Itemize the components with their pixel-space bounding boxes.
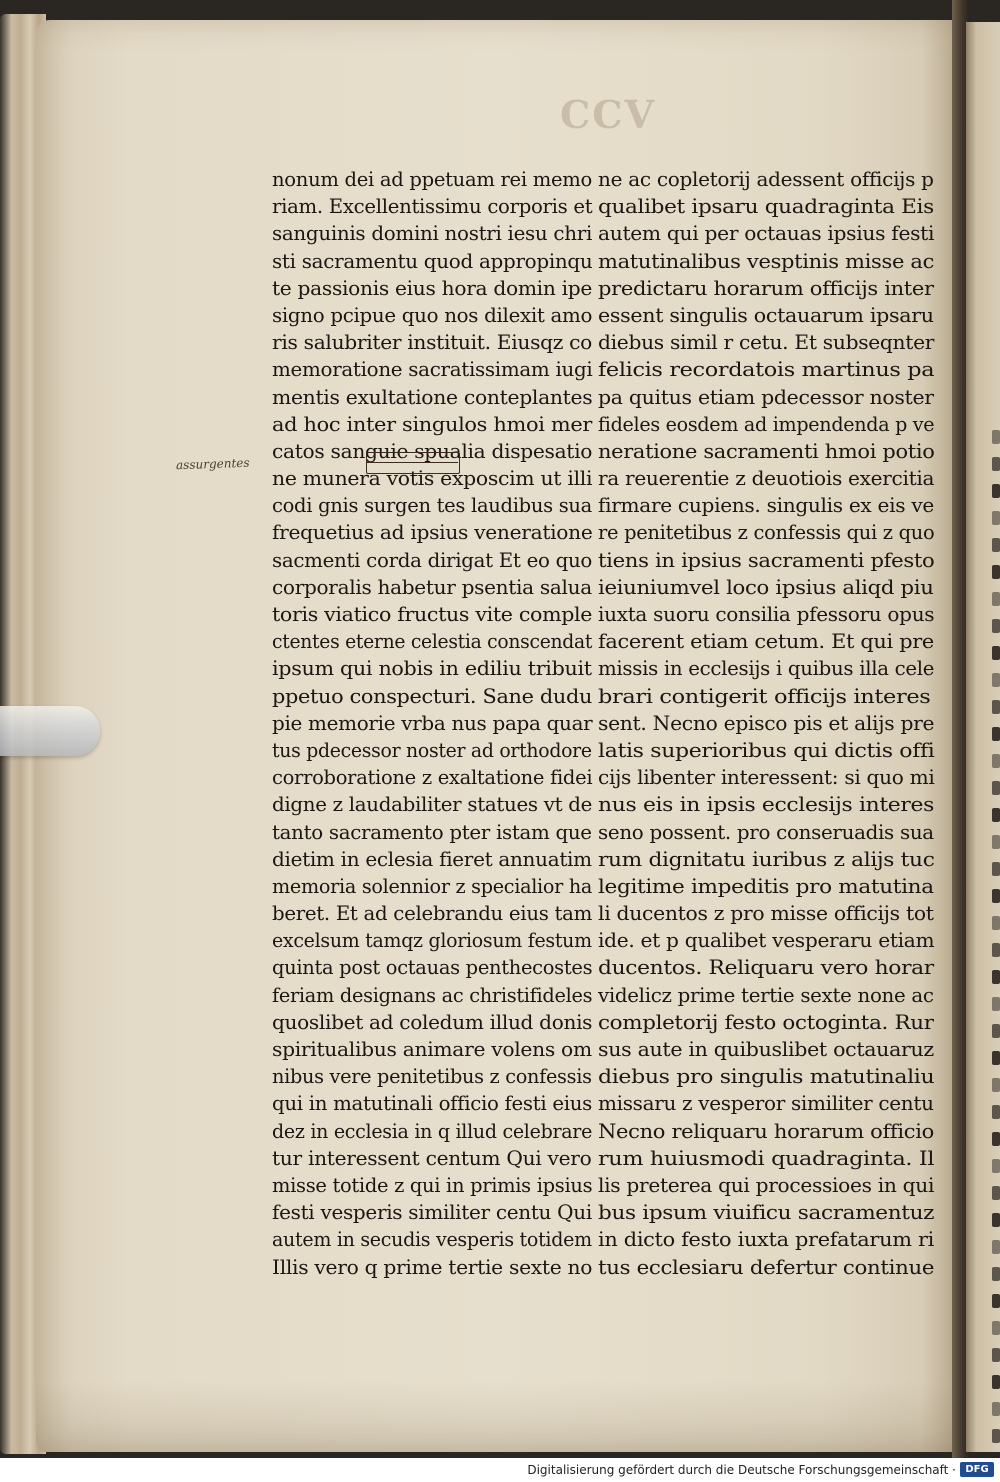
text-line: qualibet ipsaru quadraginta Eis: [598, 195, 934, 219]
dfg-logo: DFG: [960, 1462, 994, 1477]
text-line: ipsum qui nobis in ediliu tribuit: [272, 657, 592, 681]
text-line: nonum dei ad ppetuam rei memo: [272, 168, 592, 191]
facing-glyph: [992, 1402, 1000, 1416]
text-line: diebus simil r cetu. Et subseqnter: [598, 331, 935, 355]
text-line: te passionis eius hora domin ipe: [272, 276, 593, 300]
text-line: rum huiusmodi quadraginta. Il: [598, 1146, 935, 1170]
text-line: bus ipsum viuificu sacramentuz: [598, 1201, 935, 1225]
text-line: digne z laudabiliter statues vt de: [272, 793, 593, 817]
footer-bar: [0, 1458, 1000, 1482]
facing-glyph: [992, 754, 1000, 768]
text-line: quinta post octauas penthecostes: [272, 956, 593, 980]
text-line: toris viatico fructus vite comple: [272, 603, 593, 626]
text-line: essent singulis octauarum ipsaru: [598, 303, 934, 327]
text-line: ne ac copletorij adessent officijs p: [598, 168, 934, 191]
facing-glyph: [992, 565, 1000, 579]
facing-glyph: [992, 1186, 1000, 1200]
facing-glyph: [992, 1051, 1000, 1065]
facing-glyph: [992, 943, 1000, 957]
facing-glyph: [992, 592, 1000, 606]
text-line: nus eis in ipsis ecclesijs interes: [598, 793, 934, 817]
text-line: pie memorie vrba nus papa quar: [272, 711, 593, 735]
text-line: ieiuniumvel loco ipsius aliqd piu: [598, 575, 934, 599]
facing-glyph: [992, 781, 1000, 795]
text-line: ad hoc inter singulos hmoi mer: [272, 412, 593, 436]
text-line: sanguinis domini nostri iesu chri: [272, 222, 592, 246]
facing-glyph: [992, 1267, 1000, 1281]
text-line: nibus vere penitetibus z confessis: [272, 1065, 592, 1089]
text-line: latis superioribus qui dictis offi: [598, 738, 935, 762]
text-line: tanto sacramento pter istam que: [272, 820, 592, 844]
facing-glyph: [992, 538, 1000, 552]
text-line: ris salubriter instituit. Eiusqz co: [272, 331, 593, 355]
facing-glyph: [992, 1294, 1000, 1308]
text-line: excelsum tamqz gloriosum festum: [272, 929, 592, 953]
text-line: missis in ecclesijs i quibus illa cele: [598, 657, 935, 681]
facing-glyph: [992, 1024, 1000, 1038]
text-line: matutinalibus vesptinis misse ac: [598, 249, 935, 273]
text-line: facerent etiam cetum. Et qui pre: [598, 630, 934, 654]
text-line: in dicto festo iuxta prefatarum ri: [598, 1228, 934, 1252]
text-line: seno possent. pro conseruadis sua: [598, 820, 934, 844]
text-line: missaru z vesperor similiter centu: [598, 1092, 934, 1116]
text-line: sacmenti corda dirigat Et eo quo: [272, 548, 593, 572]
text-line: felicis recordatois martinus pa: [598, 358, 935, 382]
text-line: sent. Necno episco pis et alijs pre: [598, 711, 935, 735]
facing-glyph: [992, 430, 1000, 444]
text-line: codi gnis surgen tes laudibus sua: [272, 494, 592, 518]
text-line: neratione sacramenti hmoi potio: [598, 439, 935, 463]
facing-glyph: [992, 1132, 1000, 1146]
facing-glyph: [992, 1429, 1000, 1443]
text-line: dietim in eclesia fieret annuatim: [272, 847, 592, 871]
foliation-number: CCV: [560, 92, 656, 137]
facing-glyph: [992, 1348, 1000, 1362]
strikethrough-mark: [366, 462, 458, 463]
funding-credit: Digitalisierung gefördert durch die Deutsche Forschungsgemeinschaft ·: [527, 1463, 956, 1477]
facing-glyph: [992, 673, 1000, 687]
facing-glyph: [992, 727, 1000, 741]
text-line: firmare cupiens. singulis ex eis ve: [598, 494, 934, 518]
text-line: Illis vero q prime tertie sexte no: [272, 1255, 593, 1279]
text-line: festi vesperis similiter centu Qui: [272, 1201, 592, 1225]
text-line: Necno reliquaru horarum officio: [598, 1119, 934, 1143]
text-line: ra reuerentie z deuotiois exercitia: [598, 467, 935, 491]
text-line: rum dignitatu iuribus z alijs tuc: [598, 847, 935, 871]
text-line: mentis exultatione conteplantes: [272, 385, 593, 409]
text-line: memoria solennior z specialior ha: [272, 874, 593, 898]
boxed-word-highlight: [366, 452, 460, 474]
facing-glyph: [992, 916, 1000, 930]
facing-glyph: [992, 619, 1000, 633]
text-line: memoratione sacratissimam iugi: [272, 358, 593, 382]
facing-glyph: [992, 1105, 1000, 1119]
facing-glyph: [992, 457, 1000, 471]
text-line: ne munera votis exposcim ut illi: [272, 467, 593, 491]
text-line: cijs libenter interessent: si quo mi: [598, 766, 935, 790]
text-line: corroboratione z exaltatione fidei: [272, 766, 593, 790]
text-line: sti sacramentu quod appropinqu: [272, 249, 593, 273]
text-line: pa quitus etiam pdecessor noster: [598, 385, 934, 409]
text-line: ducentos. Reliquaru vero horar: [598, 956, 934, 980]
text-line: signo pcipue quo nos dilexit amo: [272, 303, 593, 327]
text-line: tus pdecessor noster ad orthodore: [272, 738, 592, 762]
text-line: ctentes eterne celestia conscendat: [272, 630, 593, 654]
facing-glyph: [992, 862, 1000, 876]
text-line: tur interessent centum Qui vero: [272, 1146, 592, 1170]
text-line: spiritualibus animare volens om: [272, 1038, 592, 1061]
text-line: legitime impeditis pro matutina: [598, 874, 934, 898]
text-line: diebus pro singulis matutinaliu: [598, 1065, 935, 1089]
text-line: tus ecclesiaru defertur continue: [598, 1255, 935, 1279]
facing-glyph: [992, 1240, 1000, 1254]
text-line: quoslibet ad coledum illud donis: [272, 1010, 593, 1034]
facing-glyph: [992, 997, 1000, 1011]
text-line: misse totide z qui in primis ipsius: [272, 1173, 593, 1197]
text-line: feriam designans ac christifideles: [272, 983, 593, 1007]
facing-glyph: [992, 1321, 1000, 1335]
text-line: ppetuo conspecturi. Sane dudu: [272, 684, 593, 708]
facing-glyph: [992, 835, 1000, 849]
text-line: autem qui per octauas ipsius festi: [598, 222, 935, 246]
text-line: predictaru horarum officijs inter: [598, 276, 934, 300]
marginal-annotation: assurgentes: [175, 455, 250, 473]
text-line: autem in secudis vesperis totidem: [272, 1228, 592, 1252]
facing-glyph: [992, 511, 1000, 525]
text-line: sus aute in quibuslibet octauaruz: [598, 1038, 934, 1061]
text-line: beret. Et ad celebrandu eius tam: [272, 902, 593, 926]
text-column-left: [272, 166, 592, 1281]
facing-glyph: [992, 808, 1000, 822]
text-line: riam. Excellentissimu corporis et: [272, 195, 593, 219]
facing-glyph: [992, 970, 1000, 984]
text-line: fideles eosdem ad impendenda p ve: [598, 412, 935, 436]
text-line: re penitetibus z confessis qui z quo: [598, 521, 935, 545]
bookmark-strip: [0, 706, 100, 756]
text-line: brari contigerit officijs interes: [598, 684, 931, 708]
facing-glyph: [992, 1213, 1000, 1227]
facing-glyph: [992, 1078, 1000, 1092]
text-line: frequetius ad ipsius veneratione: [272, 521, 593, 545]
text-line: li ducentos z pro misse officijs tot: [598, 902, 934, 926]
text-line: ide. et p qualibet vesperaru etiam: [598, 929, 935, 953]
text-line: corporalis habetur psentia salua: [272, 575, 592, 599]
text-column-right: [598, 166, 934, 1281]
facing-glyph: [992, 1375, 1000, 1389]
text-line: completorij festo octoginta. Rur: [598, 1010, 934, 1034]
facing-glyph: [992, 646, 1000, 660]
text-line: lis preterea qui processioes in qui: [598, 1173, 935, 1197]
facing-glyph: [992, 484, 1000, 498]
text-line: tiens in ipsius sacramenti pfesto: [598, 548, 935, 572]
text-line: videlicz prime tertie sexte none ac: [598, 983, 934, 1007]
text-line: catos sanguie spualia dispesatio: [272, 439, 593, 463]
facing-glyph: [992, 700, 1000, 714]
text-line: qui in matutinali officio festi eius: [272, 1092, 592, 1116]
facing-glyph: [992, 1159, 1000, 1173]
facing-glyph: [992, 889, 1000, 903]
text-line: iuxta suoru consilia pfessoru opus: [598, 603, 935, 626]
text-line: dez in ecclesia in q illud celebrare: [272, 1119, 593, 1143]
